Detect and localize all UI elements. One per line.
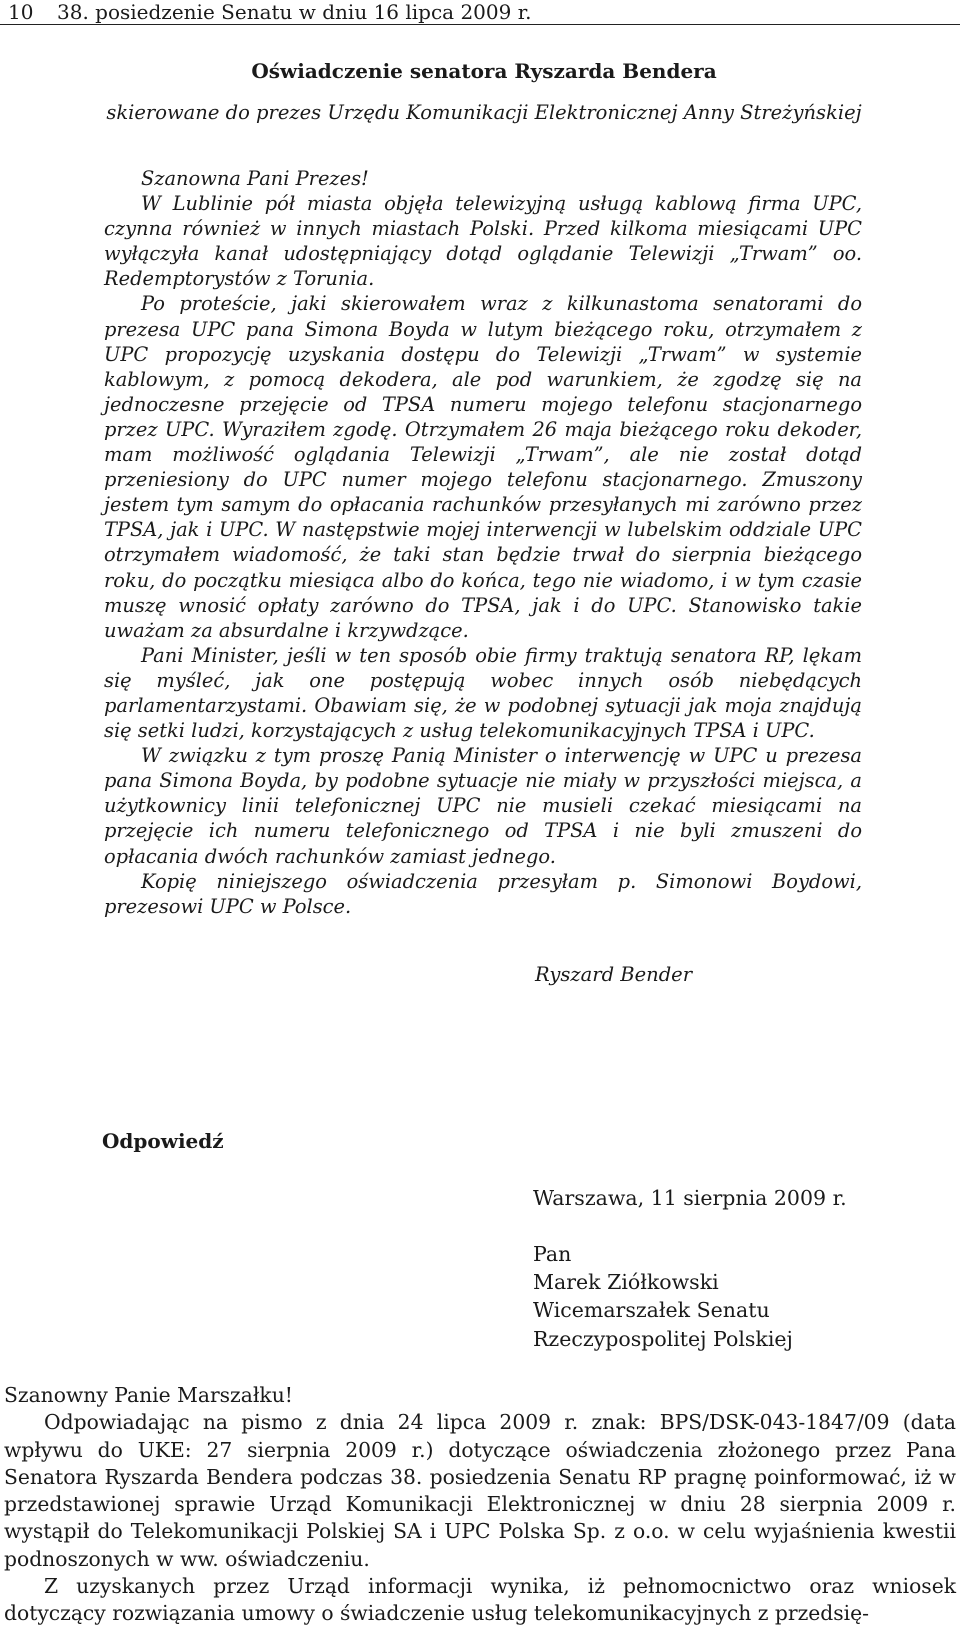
letter-paragraph: Z uzyskanych przez Urząd informacji wynika, iż pełnomocnictwo oraz wniosek dotyczący rozwiązania umowy o świadczenie usług telekomunikacyjnych z przedsię- (4, 1574, 956, 1626)
recipient-line: Wicemarszałek Senatu (533, 1298, 770, 1323)
statement-paragraph: Pani Minister, jeśli w ten sposób obie firmy traktują senatora RP, lękam się myśleć, jak one postępują wobec innych osób niebędących parlamentarzystami. Obawiam się, że w podobnej sytuacji jak moja znajdują się setki ludzi, korzystających z usług telekomunikacyjnych TPSA i UPC. (104, 643, 862, 743)
letter-body (4, 1382, 956, 1628)
statement-body (104, 166, 862, 919)
recipient-line: Rzeczypospolitej Polskiej (533, 1326, 793, 1351)
statement-salutation: Szanowna Pani Prezes! (141, 167, 369, 190)
answer-heading: Odpowiedź (102, 1129, 224, 1153)
letter-date: Warszawa, 11 sierpnia 2009 r. (533, 1186, 847, 1210)
statement-title: Oświadczenie senatora Ryszarda Bendera (251, 59, 717, 83)
statement-paragraph: Po proteście, jaki skierowałem wraz z kilkunastoma senatorami do prezesa UPC pana Simona Boyda w lutym bieżącego roku, otrzymałem z UPC propozycję uzyskania dostępu do Telewizji „Trwam” w systemie kablowym, z pomocą dekodera, ale pod warunkiem, że zgodzę się na jednoczesne przejęcie od TPSA numeru mojego telefonu stacjonarnego przez UPC. Wyraziłem zgodę. Otrzymałem 26 maja bieżącego roku dekoder, mam możliwość oglądania Telewizji „Trwam”, ale nie został dotąd przeniesiony do UPC numer mojego telefonu stacjonarnego. Zmuszony jestem tym samym do opłacania rachunków przesyłanych mi zarówno przez TPSA, jak i UPC. W następstwie mojej interwencji w lubelskim oddziale UPC otrzymałem wiadomość, że taki stan będzie trwał do sierpnia bieżącego roku, do początku miesiąca albo do końca, tego nie wiadomo, i w tym czasie muszę wnosić opłaty zarówno do TPSA, jak i do UPC. Stanowisko takie uważam za absurdalne i krzywdzące. (104, 292, 862, 642)
recipient-line: Pan (533, 1242, 572, 1266)
recipient-line: Marek Ziółkowski (533, 1270, 719, 1295)
statement-paragraph: W Lublinie pół miasta objęła telewizyjną usługą kablową firma UPC, czynna również w innych miastach Polski. Przed kilkoma miesiącami UPC wyłączyła kanał udostępniający dotąd oglądanie Telewizji „Trwam” oo. Redemptorystów z Torunia. (104, 192, 862, 291)
letter-salutation: Szanowny Panie Marszałku! (4, 1383, 293, 1407)
statement-subtitle: skierowane do prezes Urzędu Komunikacji Elektronicznej Anny Streżyńskiej (106, 101, 862, 124)
running-header-title: 38. posiedzenie Senatu w dniu 16 lipca 2009 r. (57, 0, 532, 24)
letter-paragraph: Odpowiadając na pismo z dnia 24 lipca 2009 r. znak: BPS/DSK-043-1847/09 (data wpływu do UKE: 27 sierpnia 2009 r.) dotyczące oświadczenia złożonego przez Pana Senatora Ryszarda Bendera podczas 38. posiedzenia Senatu RP pragnę poinformować, iż w przedstawionej sprawie Urząd Komunikacji Elektronicznej w dniu 28 sierpnia 2009 r. wystąpił do Telekomunikacji Polskiej SA i UPC Polska Sp. z o.o. w celu wyjaśnienia kwestii podnoszonych w ww. oświadczeniu. (4, 1410, 956, 1571)
statement-paragraph: Kopię niniejszego oświadczenia przesyłam p. Simonowi Boydowi, prezesowi UPC w Polsce. (104, 869, 862, 918)
statement-paragraph: W związku z tym proszę Panią Minister o interwencję w UPC u prezesa pana Simona Boyda, by podobne sytuacje nie miały w przyszłości miejsca, a użytkownicy linii telefonicznej UPC nie musieli czekać miesiącami na przejęcie ich numeru telefonicznego od TPSA i nie byli zmuszeni do opłacania dwóch rachunków zamiast jednego. (104, 744, 862, 868)
header-rule (0, 24, 960, 25)
statement-signature: Ryszard Bender (535, 963, 693, 986)
page-number: 10 (8, 0, 34, 24)
recipient-block (533, 1240, 793, 1353)
